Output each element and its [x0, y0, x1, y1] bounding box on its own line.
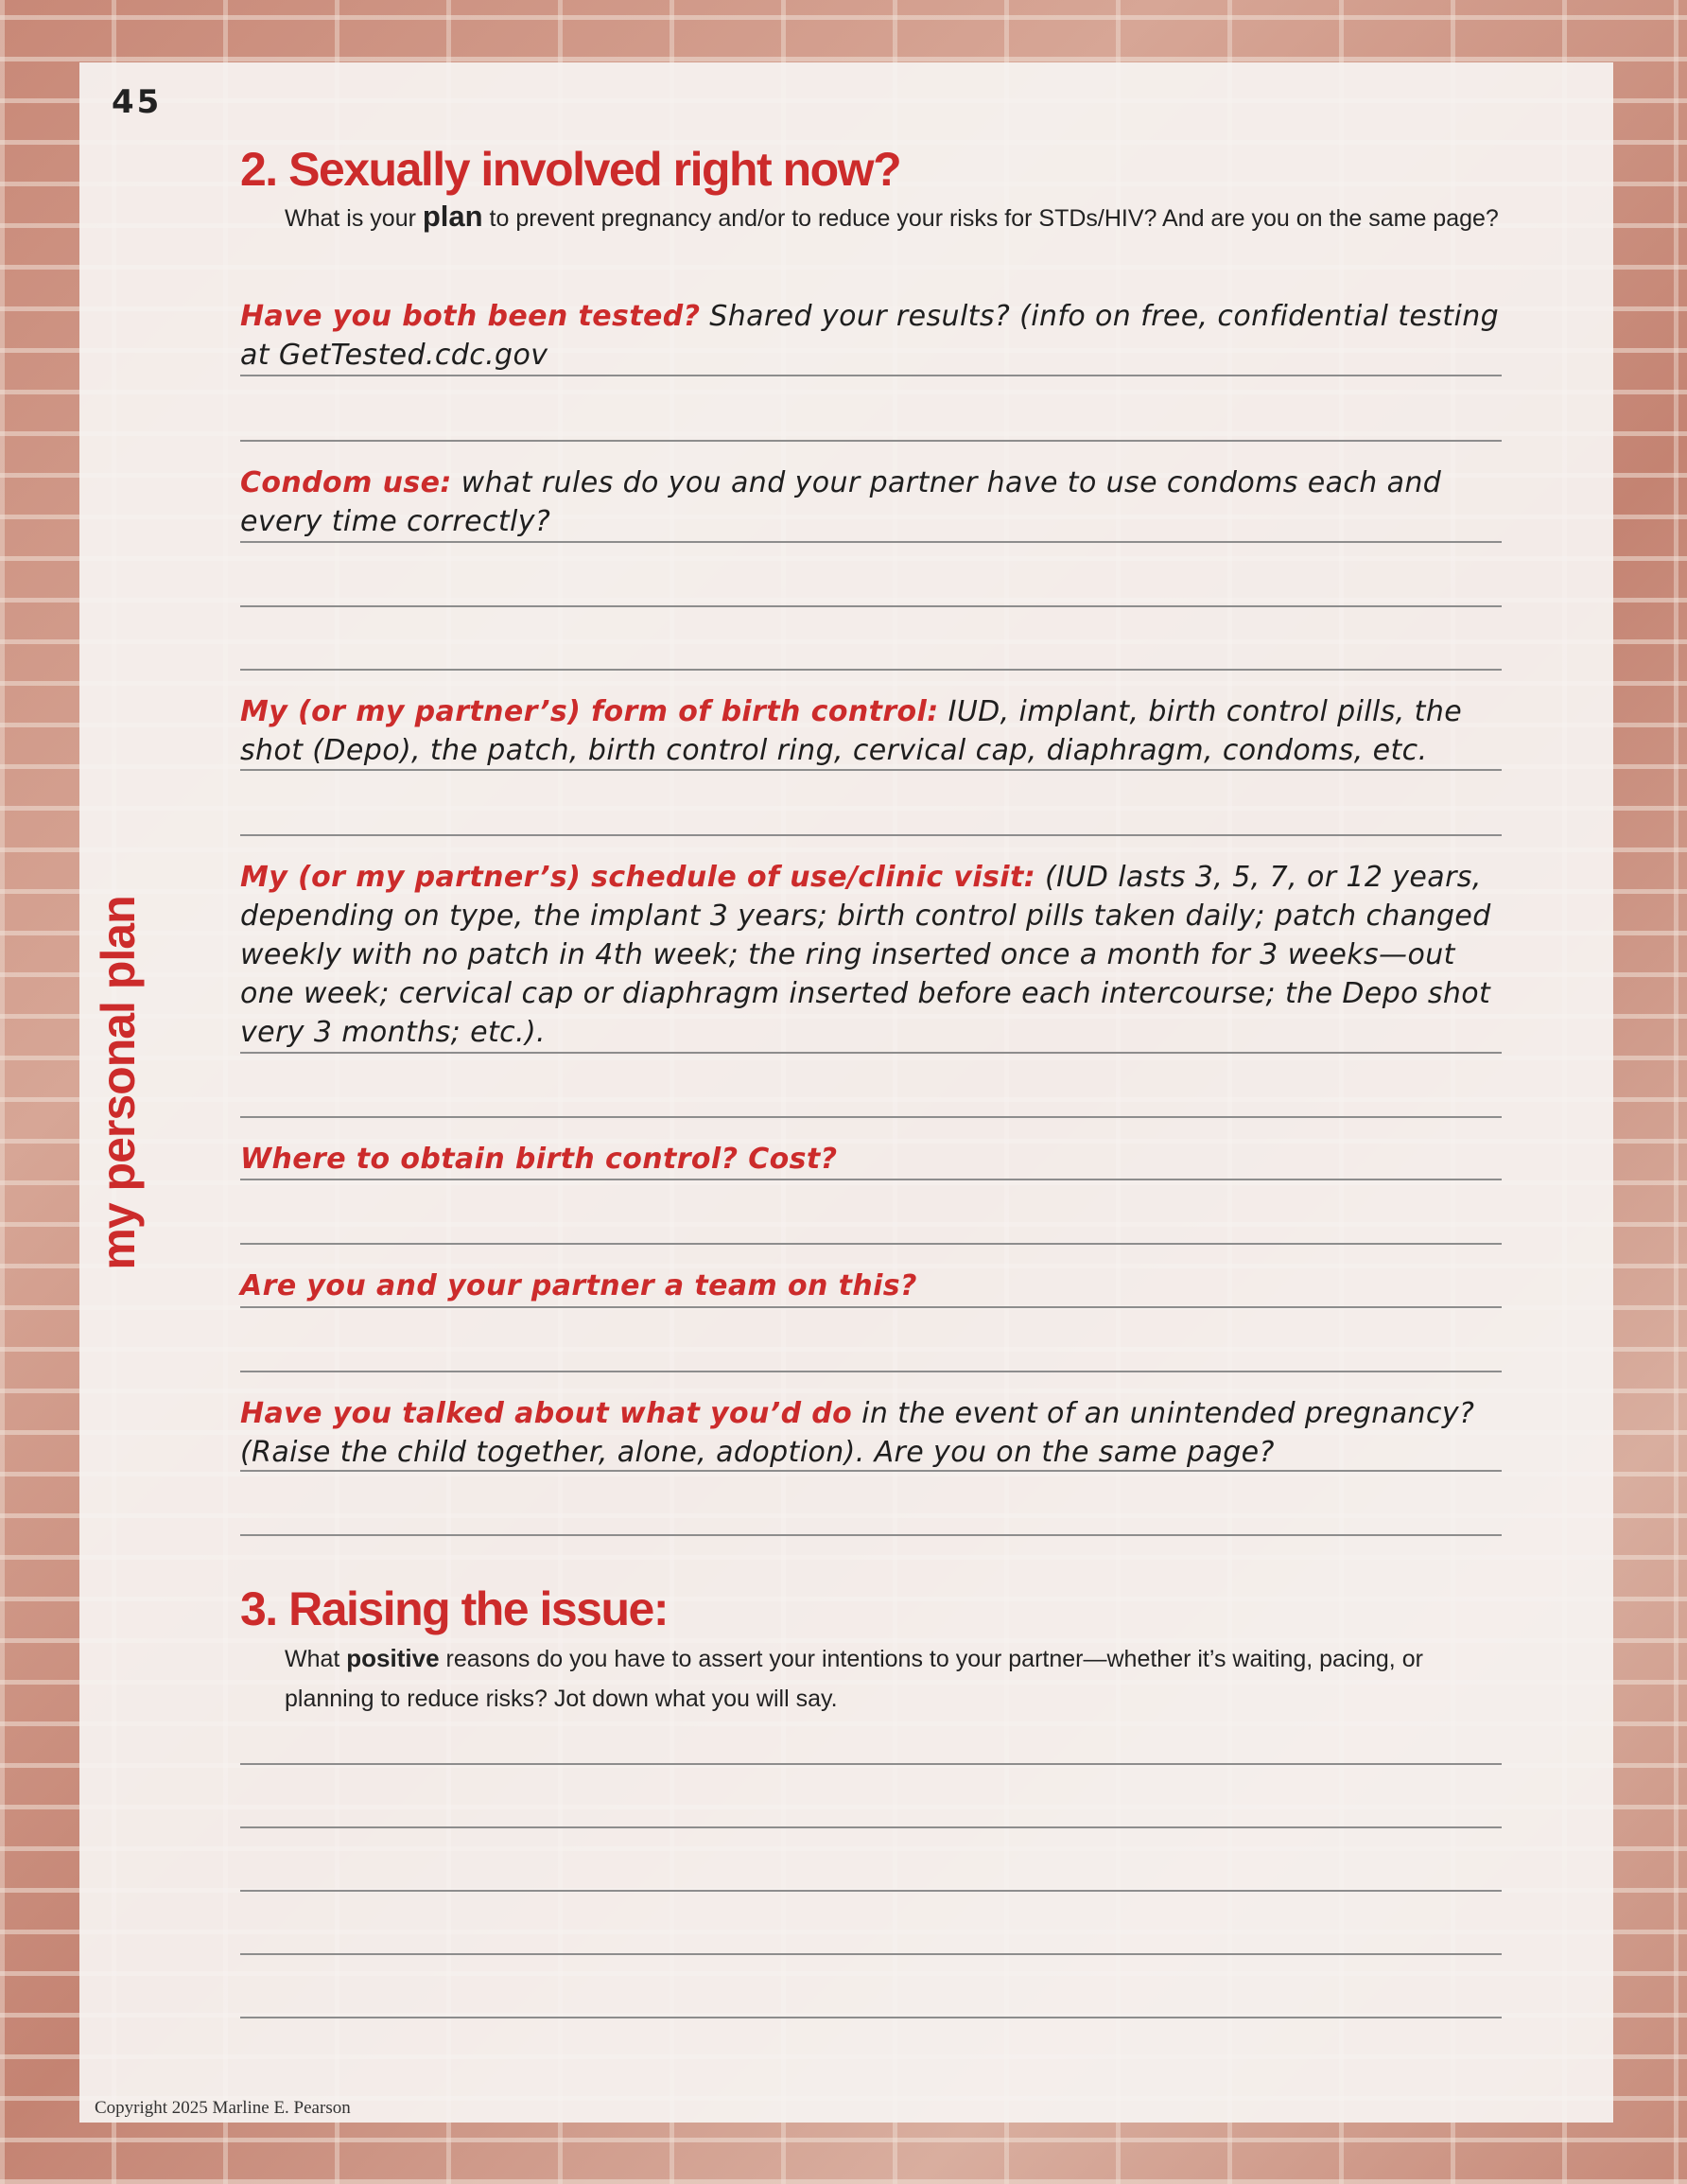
question-label: Have you both been tested? — [240, 300, 701, 333]
intro-emphasis: plan — [422, 200, 483, 233]
answer-line[interactable] — [240, 1052, 1502, 1054]
intro-text: What is your — [285, 205, 423, 232]
page-number: 45 — [112, 83, 163, 121]
question-text: in the event of an unintended pregnancy? (Raise the child together, alone, adoption). Are you on the same page? — [240, 1397, 1475, 1469]
question-birth-control-form — [240, 692, 1507, 770]
section-2-intro — [285, 197, 1514, 238]
answer-line[interactable] — [240, 769, 1502, 771]
answer-line[interactable] — [240, 1116, 1502, 1118]
intro-text: What — [285, 1646, 347, 1672]
answer-line[interactable] — [240, 1470, 1502, 1472]
question-schedule — [240, 858, 1507, 1052]
answer-line[interactable] — [240, 1534, 1502, 1536]
intro-text: reasons do you have to assert your intentions to your partner—whether it’s waiting, pacing, or planning to reduce risks? Jot down what you will say. — [285, 1646, 1423, 1712]
answer-line[interactable] — [240, 1179, 1502, 1180]
answer-line[interactable] — [240, 2017, 1502, 2018]
answer-line[interactable] — [240, 1243, 1502, 1245]
question-text: what rules do you and your partner have to use condoms each and every time correctly? — [240, 466, 1442, 538]
section-3-heading: 3. Raising the issue: — [240, 1582, 668, 1635]
answer-line[interactable] — [240, 440, 1502, 442]
question-label: My (or my partner’s) schedule of use/clinic visit: — [240, 861, 1036, 894]
question-obtain — [240, 1140, 1507, 1179]
answer-line[interactable] — [240, 1763, 1502, 1765]
answer-line[interactable] — [240, 834, 1502, 836]
question-team — [240, 1267, 1507, 1305]
question-text: (IUD lasts 3, 5, 7, or 12 years, depending on type, the implant 3 years; birth control pills taken daily; patch changed weekly with no patch in 4th week; the ring inserted once a month for 3 weeks—out one week; cervical cap or diaphragm inserted before each intercourse; the Depo shot very 3 months; etc.). — [240, 861, 1491, 1049]
question-unintended-pregnancy — [240, 1394, 1507, 1472]
question-label: Have you talked about what you’d do — [240, 1397, 853, 1430]
answer-line[interactable] — [240, 541, 1502, 543]
question-label: Are you and your partner a team on this? — [240, 1269, 917, 1302]
answer-line[interactable] — [240, 605, 1502, 607]
answer-line[interactable] — [240, 1953, 1502, 1955]
question-label: My (or my partner’s) form of birth control: — [240, 695, 939, 728]
answer-line[interactable] — [240, 1306, 1502, 1308]
answer-line[interactable] — [240, 1371, 1502, 1372]
copyright-notice: Copyright 2025 Marline E. Pearson — [95, 2098, 351, 2118]
answer-line[interactable] — [240, 375, 1502, 376]
question-tested — [240, 297, 1507, 375]
intro-emphasis: positive — [346, 1644, 440, 1672]
answer-line[interactable] — [240, 1826, 1502, 1828]
section-3-intro — [285, 1638, 1476, 1719]
question-label: Condom use: — [240, 466, 452, 499]
question-label: Where to obtain birth control? Cost? — [240, 1143, 838, 1176]
side-title: my personal plan — [92, 896, 145, 1270]
question-text: IUD, implant, birth control pills, the shot (Depo), the patch, birth control ring, cervical cap, diaphragm, condoms, etc. — [240, 695, 1463, 767]
answer-line[interactable] — [240, 669, 1502, 671]
question-text: Shared your results? (info on free, confidential testing at GetTested.cdc.gov — [240, 300, 1500, 372]
section-2-heading: 2. Sexually involved right now? — [240, 143, 901, 196]
question-condom-use — [240, 463, 1507, 541]
answer-line[interactable] — [240, 1890, 1502, 1892]
intro-text: to prevent pregnancy and/or to reduce your risks for STDs/HIV? And are you on the same page? — [482, 205, 1499, 232]
